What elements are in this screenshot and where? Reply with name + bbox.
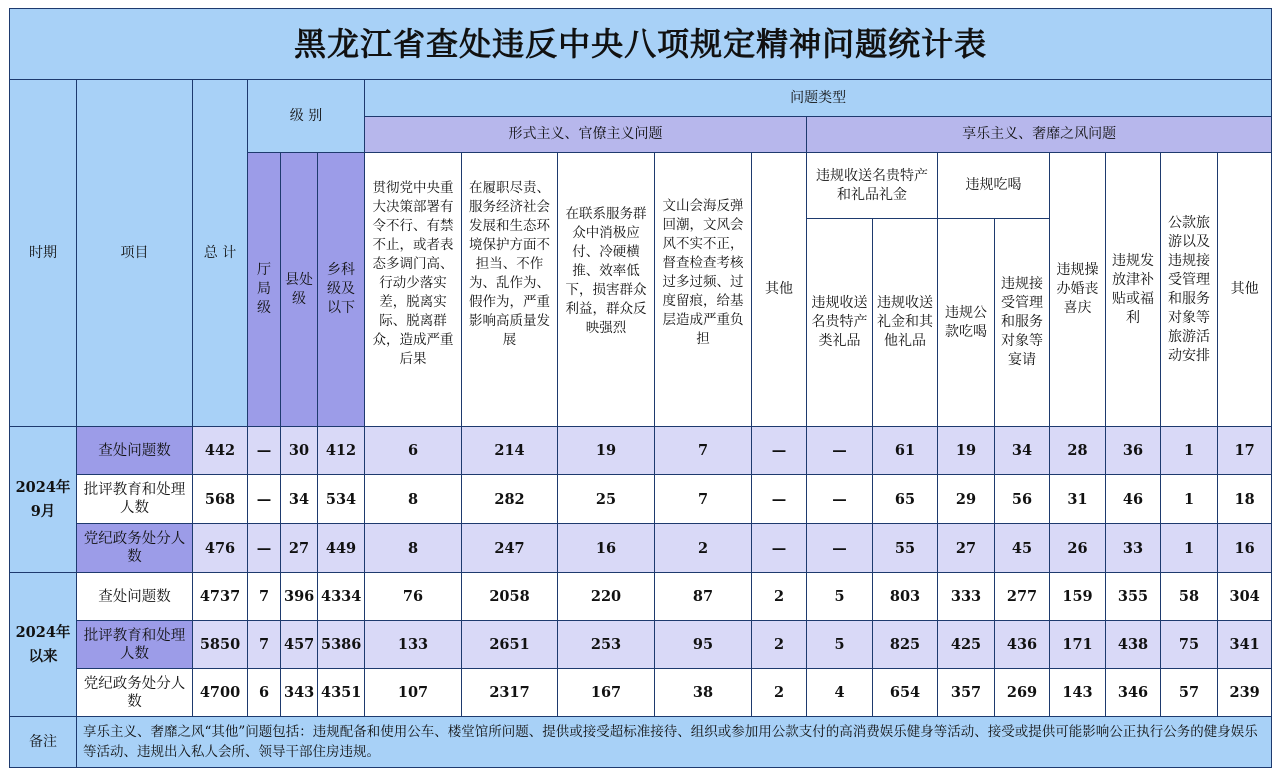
cell: 19	[938, 427, 995, 475]
cell: 2	[752, 573, 807, 621]
header-gift-specialty: 违规收送名贵特产类礼品	[807, 219, 873, 427]
cell: 7	[248, 573, 281, 621]
cell: 449	[318, 524, 365, 573]
header-gift-group: 违规收送名贵特产和礼品礼金	[807, 153, 938, 219]
cell: 269	[995, 669, 1050, 717]
cell: 6	[248, 669, 281, 717]
cell: 2058	[462, 573, 558, 621]
cell: 46	[1106, 475, 1161, 524]
cell: 19	[558, 427, 655, 475]
cell: 34	[281, 475, 318, 524]
cell: 2317	[462, 669, 558, 717]
cell: 29	[938, 475, 995, 524]
header-formalism-col-2: 在履职尽责、服务经济社会发展和生态环境保护方面不担当、不作为、乱作为、假作为，严重影响高质量发展	[462, 153, 558, 427]
cell: 45	[995, 524, 1050, 573]
cell: 143	[1050, 669, 1106, 717]
cell: 75	[1161, 621, 1218, 669]
cell: 357	[938, 669, 995, 717]
header-dining-group: 违规吃喝	[938, 153, 1050, 219]
table-row	[10, 573, 1272, 621]
cell: 8	[365, 475, 462, 524]
header-formalism: 形式主义、官僚主义问题	[365, 117, 807, 153]
cell: 27	[281, 524, 318, 573]
row-label: 批评教育和处理人数	[77, 621, 193, 669]
table-row	[10, 427, 1272, 475]
cell: 355	[1106, 573, 1161, 621]
cell: 16	[1218, 524, 1272, 573]
cell: 7	[248, 621, 281, 669]
row-label: 查处问题数	[77, 427, 193, 475]
cell: 239	[1218, 669, 1272, 717]
cell: 159	[1050, 573, 1106, 621]
header-period: 时期	[10, 80, 77, 427]
cell-total: 476	[193, 524, 248, 573]
cell-total: 5850	[193, 621, 248, 669]
cell: 2	[655, 524, 752, 573]
cell: —	[752, 475, 807, 524]
cell-total: 442	[193, 427, 248, 475]
cell: 253	[558, 621, 655, 669]
cell: —	[807, 475, 873, 524]
cell: 282	[462, 475, 558, 524]
cell: 34	[995, 427, 1050, 475]
remark-text: 享乐主义、奢靡之风“其他”问题包括：违规配备和使用公车、楼堂馆所问题、提供或接受超标准接待、组织或参加用公款支付的高消费娱乐健身等活动、接受或提供可能影响公正执行公务的健身娱乐等活动、违规出入私人会所、领导干部住房违规。	[77, 717, 1272, 768]
cell: 803	[873, 573, 938, 621]
cell: 8	[365, 524, 462, 573]
header-allowance: 违规发放津补贴或福利	[1106, 153, 1161, 427]
cell: 5	[807, 573, 873, 621]
header-formalism-other: 其他	[752, 153, 807, 427]
cell: 95	[655, 621, 752, 669]
cell: 18	[1218, 475, 1272, 524]
cell: 28	[1050, 427, 1106, 475]
cell: —	[248, 475, 281, 524]
cell: 247	[462, 524, 558, 573]
cell: 17	[1218, 427, 1272, 475]
header-problem-type: 问题类型	[365, 80, 1272, 117]
cell: 65	[873, 475, 938, 524]
cell: —	[752, 427, 807, 475]
period-label: 2024年9月	[10, 427, 77, 573]
header-level-xian: 县处级	[281, 153, 318, 427]
row-label: 批评教育和处理人数	[77, 475, 193, 524]
cell: 25	[558, 475, 655, 524]
table-row	[10, 524, 1272, 573]
table-row	[10, 669, 1272, 717]
cell: 4	[807, 669, 873, 717]
period-label: 2024年以来	[10, 573, 77, 717]
header-formalism-col-4: 文山会海反弹回潮，文风会风不实不正，督查检查考核过多过频、过度留痕，给基层造成严重负担	[655, 153, 752, 427]
cell: 1	[1161, 427, 1218, 475]
cell-total: 568	[193, 475, 248, 524]
cell: 277	[995, 573, 1050, 621]
cell: 341	[1218, 621, 1272, 669]
cell: 412	[318, 427, 365, 475]
table-row	[10, 621, 1272, 669]
cell-total: 4737	[193, 573, 248, 621]
cell-total: 4700	[193, 669, 248, 717]
header-formalism-col-1: 贯彻党中央重大决策部署有令不行、有禁不止，或者表态多调门高、行动少落实差，脱离实际、脱离群众，造成严重后果	[365, 153, 462, 427]
cell: —	[807, 427, 873, 475]
header-item: 项目	[77, 80, 193, 427]
cell: 438	[1106, 621, 1161, 669]
cell: 36	[1106, 427, 1161, 475]
cell: 2	[752, 669, 807, 717]
header-dining-public: 违规公款吃喝	[938, 219, 995, 427]
page-title: 黑龙江省查处违反中央八项规定精神问题统计表	[10, 9, 1272, 80]
cell: 333	[938, 573, 995, 621]
row-label: 党纪政务处分人数	[77, 524, 193, 573]
cell: 16	[558, 524, 655, 573]
row-label: 查处问题数	[77, 573, 193, 621]
header-total: 总 计	[193, 80, 248, 427]
cell: 30	[281, 427, 318, 475]
cell: 33	[1106, 524, 1161, 573]
cell: 26	[1050, 524, 1106, 573]
cell: 56	[995, 475, 1050, 524]
cell: 2	[752, 621, 807, 669]
cell: 1	[1161, 475, 1218, 524]
cell: 57	[1161, 669, 1218, 717]
header-wedding: 违规操办婚丧喜庆	[1050, 153, 1106, 427]
cell: 167	[558, 669, 655, 717]
cell: —	[248, 427, 281, 475]
cell: 76	[365, 573, 462, 621]
cell: —	[248, 524, 281, 573]
cell: 133	[365, 621, 462, 669]
cell: 6	[365, 427, 462, 475]
cell: 534	[318, 475, 365, 524]
header-level-ting: 厅局级	[248, 153, 281, 427]
cell: 304	[1218, 573, 1272, 621]
cell: 2651	[462, 621, 558, 669]
cell: 7	[655, 475, 752, 524]
cell: 343	[281, 669, 318, 717]
cell: 58	[1161, 573, 1218, 621]
row-label: 党纪政务处分人数	[77, 669, 193, 717]
cell: 220	[558, 573, 655, 621]
table-row	[10, 475, 1272, 524]
cell: 5	[807, 621, 873, 669]
cell: —	[807, 524, 873, 573]
header-level-xiang: 乡科级及以下	[318, 153, 365, 427]
cell: 31	[1050, 475, 1106, 524]
cell: —	[752, 524, 807, 573]
cell: 396	[281, 573, 318, 621]
header-dining-banquet: 违规接受管理和服务对象等宴请	[995, 219, 1050, 427]
header-level: 级 别	[248, 80, 365, 153]
cell: 425	[938, 621, 995, 669]
header-hedonism: 享乐主义、奢靡之风问题	[807, 117, 1272, 153]
header-tourism: 公款旅游以及违规接受管理和服务对象等旅游活动安排	[1161, 153, 1218, 427]
cell: 346	[1106, 669, 1161, 717]
cell: 7	[655, 427, 752, 475]
cell: 5386	[318, 621, 365, 669]
header-formalism-col-3: 在联系服务群众中消极应付、冷硬横推、效率低下，损害群众利益，群众反映强烈	[558, 153, 655, 427]
statistics-table	[9, 8, 1272, 768]
cell: 1	[1161, 524, 1218, 573]
cell: 107	[365, 669, 462, 717]
cell: 825	[873, 621, 938, 669]
remark-label: 备注	[10, 717, 77, 768]
cell: 55	[873, 524, 938, 573]
header-gift-money: 违规收送礼金和其他礼品	[873, 219, 938, 427]
cell: 27	[938, 524, 995, 573]
cell: 4334	[318, 573, 365, 621]
header-hedonism-other: 其他	[1218, 153, 1272, 427]
cell: 87	[655, 573, 752, 621]
cell: 38	[655, 669, 752, 717]
cell: 61	[873, 427, 938, 475]
cell: 654	[873, 669, 938, 717]
cell: 4351	[318, 669, 365, 717]
cell: 171	[1050, 621, 1106, 669]
cell: 436	[995, 621, 1050, 669]
cell: 214	[462, 427, 558, 475]
cell: 457	[281, 621, 318, 669]
